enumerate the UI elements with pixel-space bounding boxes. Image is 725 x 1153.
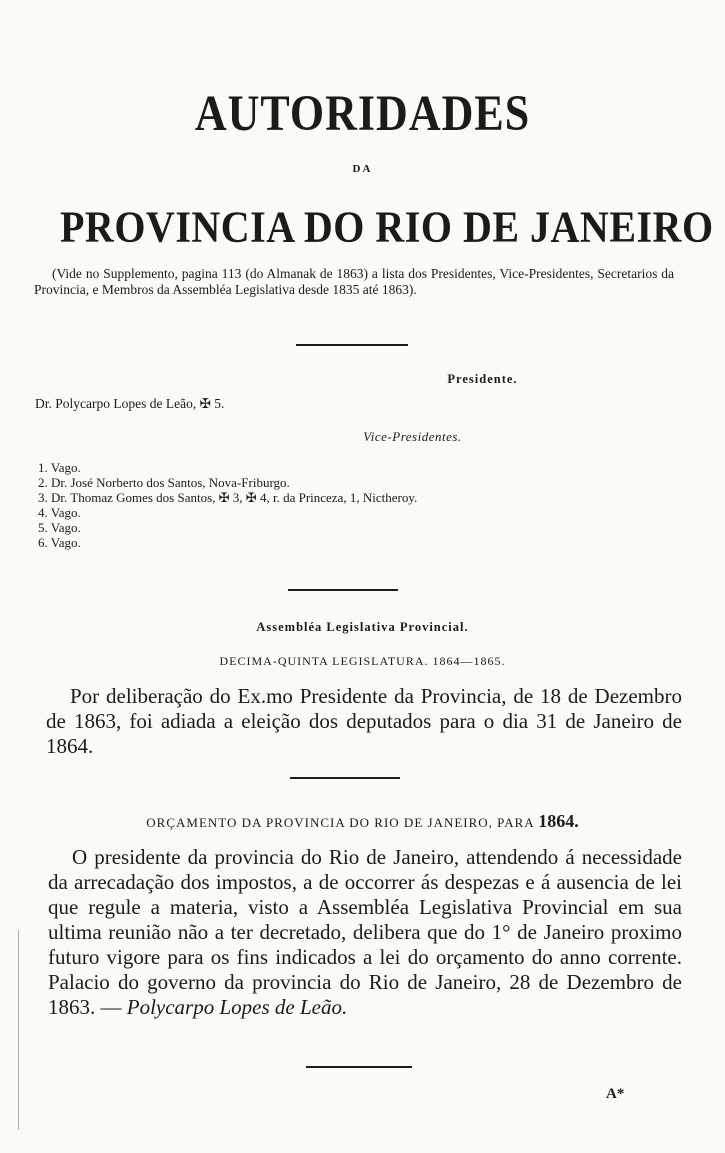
list-item: 1. Vago. <box>38 460 81 475</box>
page-title: AUTORIDADES <box>194 85 531 142</box>
divider-2 <box>288 589 398 591</box>
province-title: PROVINCIA DO RIO DE JANEIRO <box>60 201 714 252</box>
assembly-heading: Assembléa Legislativa Provincial. <box>256 620 469 634</box>
budget-signatory: Polycarpo Lopes de Leão. <box>126 995 348 1019</box>
list-item: 6. Vago. <box>38 535 81 550</box>
divider-4 <box>306 1066 412 1068</box>
divider-1 <box>296 344 408 346</box>
binding-edge <box>18 930 19 1130</box>
list-item: 5. Vago. <box>38 520 81 535</box>
list-item: 2. Dr. José Norberto dos Santos, Nova-Friburgo. <box>38 475 290 490</box>
budget-paragraph-text: O presidente da provincia do Rio de Janeiro, attendendo á necessidade da arrecadação dos impostos, a de occorrer ás despezas e á ausencia de lei que regule a materia, visto a Assembléa Legislativa Provincial em sua ultima reunião não a ter decretado, delibera que do 1° de Janeiro proximo futuro vigore para os fins indicados a lei do orçamento do anno corrente. Palacio do governo da provincia do Rio de Janeiro, 28 de Dezembro de 1863. — <box>48 845 682 1019</box>
assembly-paragraph: Por deliberação do Ex.mo Presidente da Provincia, de 18 de Dezembro de 1863, foi adiada a eleição dos deputados para o dia 31 de Janeiro de 1864. <box>46 684 682 758</box>
budget-paragraph <box>48 845 682 1020</box>
signature-mark: A* <box>606 1086 625 1102</box>
president-heading: Presidente. <box>447 372 518 386</box>
president-name: Dr. Polycarpo Lopes de Leão, ✠ 5. <box>35 396 225 411</box>
budget-title <box>0 811 725 832</box>
list-item: 3. Dr. Thomaz Gomes dos Santos, ✠ 3, ✠ 4, r. da Princeza, 1, Nictheroy. <box>38 490 418 505</box>
budget-year: 1864. <box>538 811 579 831</box>
vice-presidents-list <box>38 460 417 550</box>
divider-3 <box>290 777 400 779</box>
vice-presidents-heading: Vice-Presidentes. <box>363 429 462 444</box>
intro-note: (Vide no Supplemento, pagina 113 (do Almanak de 1863) a lista dos Presidentes, Vice-Presidentes, Secretarios da Provincia, e Membros da Assembléa Legislativa desde 1835 até 1863). <box>34 266 674 297</box>
list-item: 4. Vago. <box>38 505 81 520</box>
subtitle-da: DA <box>352 163 373 175</box>
budget-title-text: ORÇAMENTO DA PROVINCIA DO RIO DE JANEIRO, PARA <box>146 815 534 830</box>
legislature-line: DECIMA-QUINTA LEGISLATURA. 1864—1865. <box>219 654 506 668</box>
